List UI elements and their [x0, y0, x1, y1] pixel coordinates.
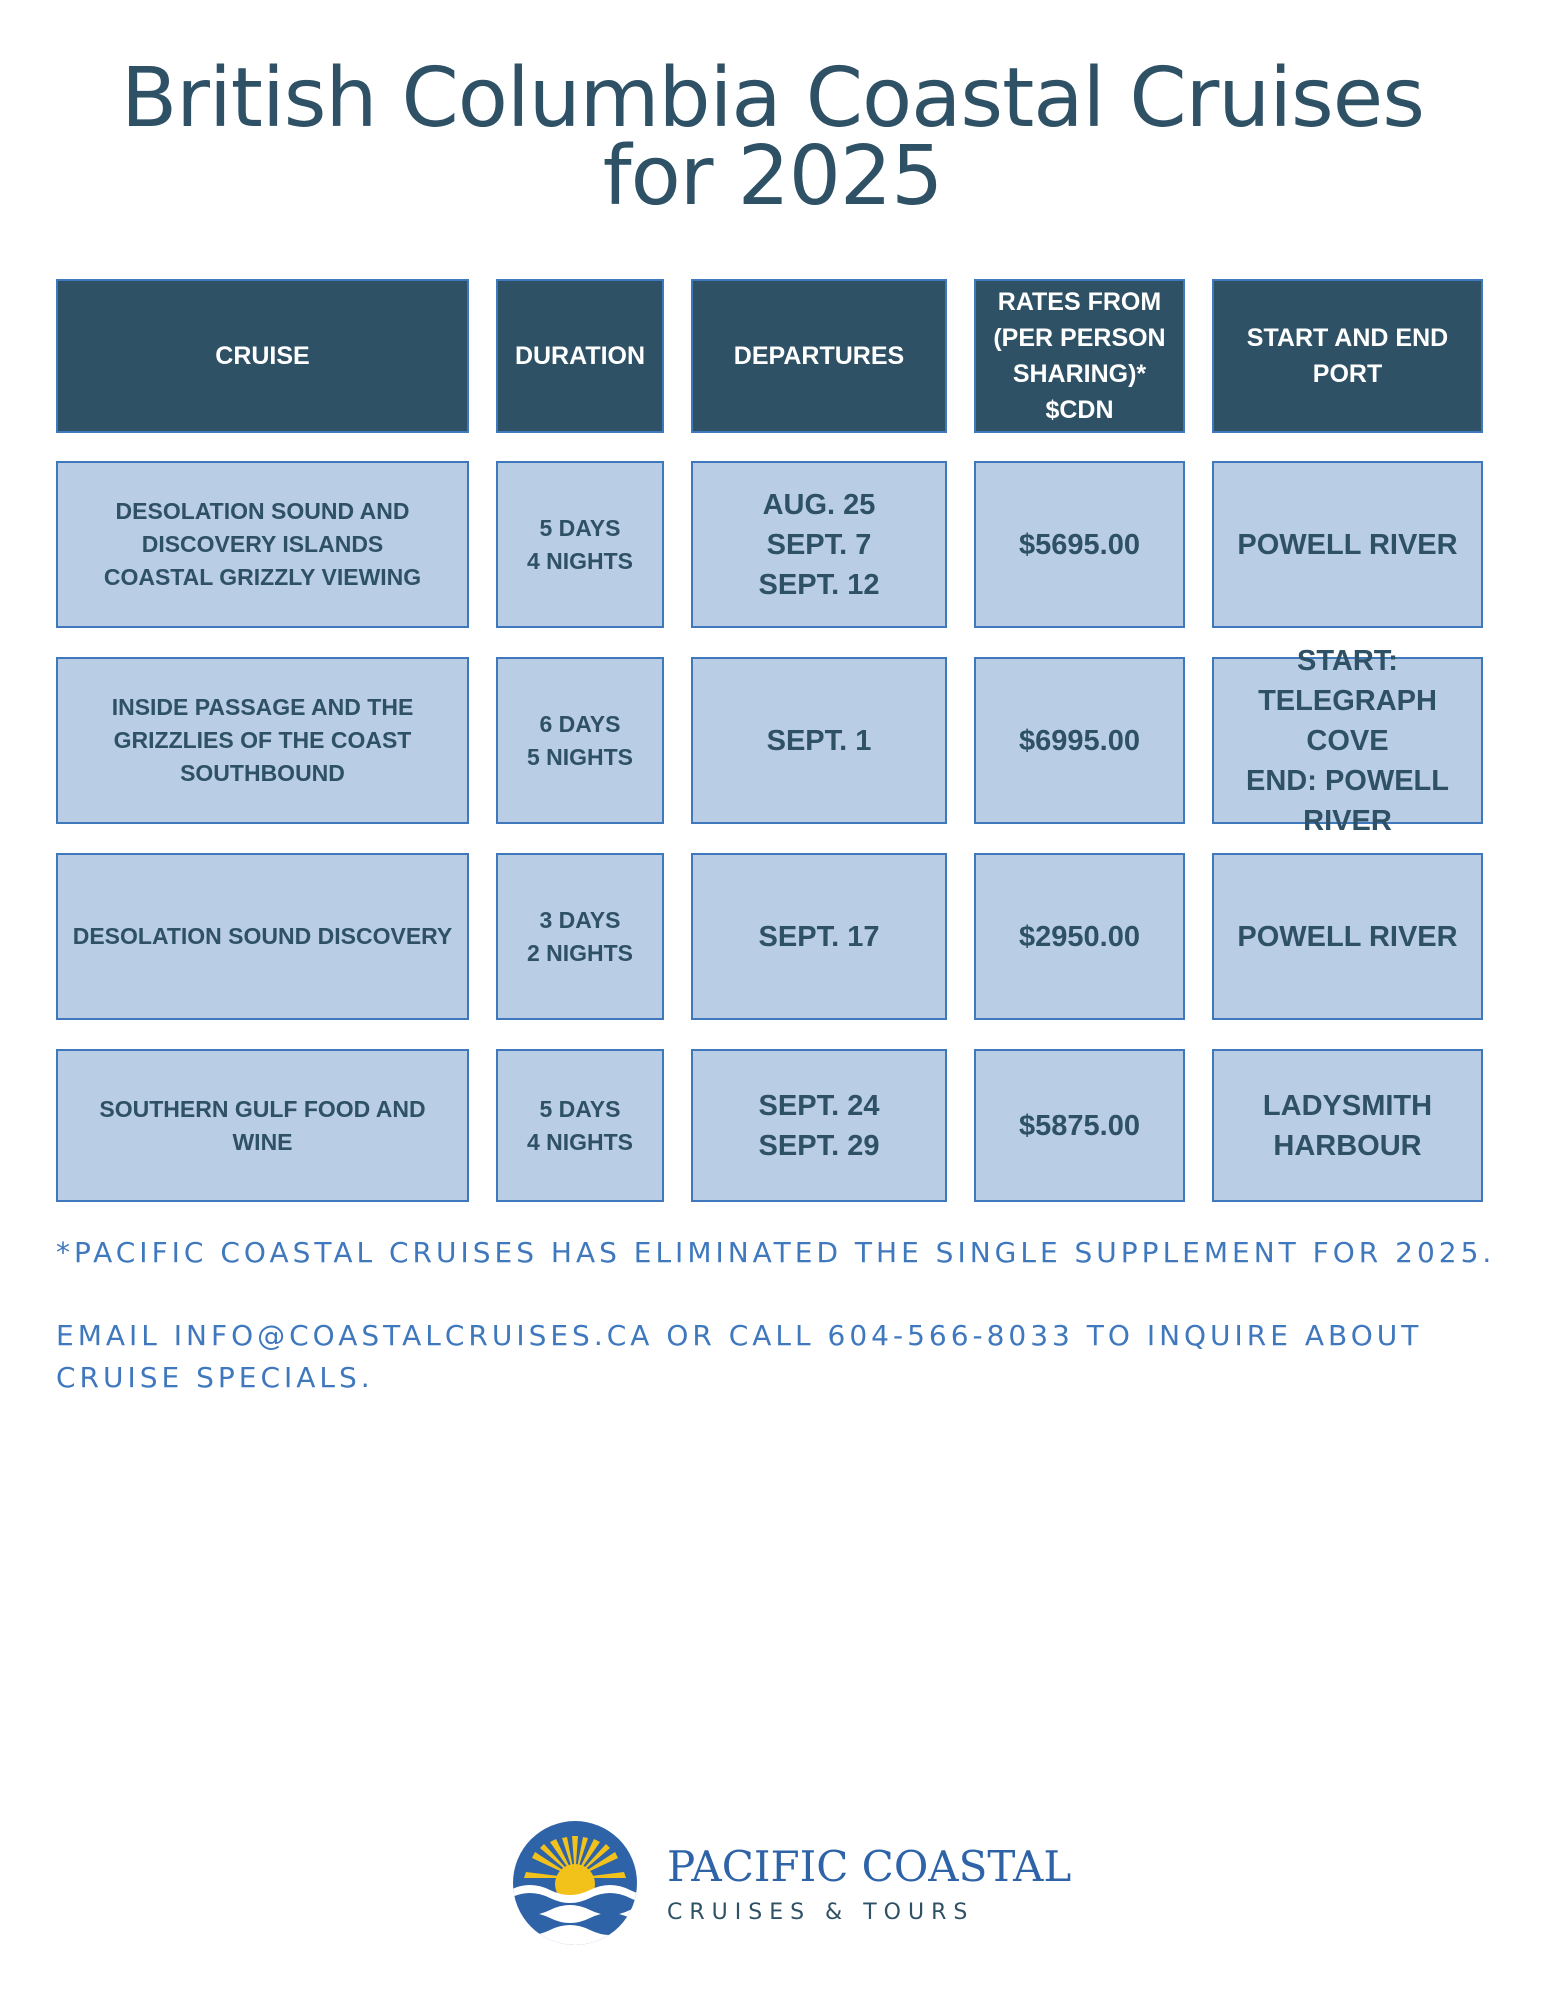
table-row-4-departures: SEPT. 24 SEPT. 29 [691, 1049, 947, 1202]
table-row-1-rate: $5695.00 [974, 461, 1185, 628]
page-title [0, 51, 1545, 224]
table-row-4-cruise: SOUTHERN GULF FOOD AND WINE [56, 1049, 469, 1202]
single-supplement-note: *PACIFIC COASTAL CRUISES HAS ELIMINATED THE SINGLE SUPPLEMENT FOR 2025. [56, 1236, 1496, 1269]
table-row-3-departures: SEPT. 17 [691, 853, 947, 1020]
sun-over-waves-icon [510, 1818, 640, 1948]
title-line-1: British Columbia Coastal Cruises [121, 51, 1424, 146]
table-row-2-departures: SEPT. 1 [691, 657, 947, 824]
header-rates: RATES FROM (PER PERSON SHARING)* $CDN [974, 279, 1185, 433]
table-row-3-cruise: DESOLATION SOUND DISCOVERY [56, 853, 469, 1020]
header-cruise: CRUISE [56, 279, 469, 433]
table-row-2-rate: $6995.00 [974, 657, 1185, 824]
table-row-4-duration: 5 DAYS 4 NIGHTS [496, 1049, 664, 1202]
header-departures: DEPARTURES [691, 279, 947, 433]
table-row-1-port: POWELL RIVER [1212, 461, 1483, 628]
header-port: START AND END PORT [1212, 279, 1483, 433]
table-row-3-port: POWELL RIVER [1212, 853, 1483, 1020]
table-row-1-duration: 5 DAYS 4 NIGHTS [496, 461, 664, 628]
logo-tagline: CRUISES & TOURS [667, 1900, 975, 1925]
table-row-1-departures: AUG. 25 SEPT. 7 SEPT. 12 [691, 461, 947, 628]
header-duration: DURATION [496, 279, 664, 433]
table-row-3-duration: 3 DAYS 2 NIGHTS [496, 853, 664, 1020]
table-row-2-cruise: INSIDE PASSAGE AND THE GRIZZLIES OF THE COAST SOUTHBOUND [56, 657, 469, 824]
contact-note-line-2: CRUISE SPECIALS. [56, 1361, 374, 1394]
table-row-2-port: START: TELEGRAPH COVE END: POWELL RIVER [1212, 657, 1483, 824]
contact-note [56, 1315, 1496, 1399]
table-row-4-rate: $5875.00 [974, 1049, 1185, 1202]
table-row-1-cruise: DESOLATION SOUND AND DISCOVERY ISLANDS COASTAL GRIZZLY VIEWING [56, 461, 469, 628]
logo-name: PACIFIC COASTAL [667, 1842, 1072, 1891]
contact-note-line-1: EMAIL INFO@COASTALCRUISES.CA OR CALL 604-566-8033 TO INQUIRE ABOUT [56, 1319, 1423, 1352]
table-row-2-duration: 6 DAYS 5 NIGHTS [496, 657, 664, 824]
table-row-4-port: LADYSMITH HARBOUR [1212, 1049, 1483, 1202]
table-row-3-rate: $2950.00 [974, 853, 1185, 1020]
title-line-2: for 2025 [602, 129, 943, 224]
